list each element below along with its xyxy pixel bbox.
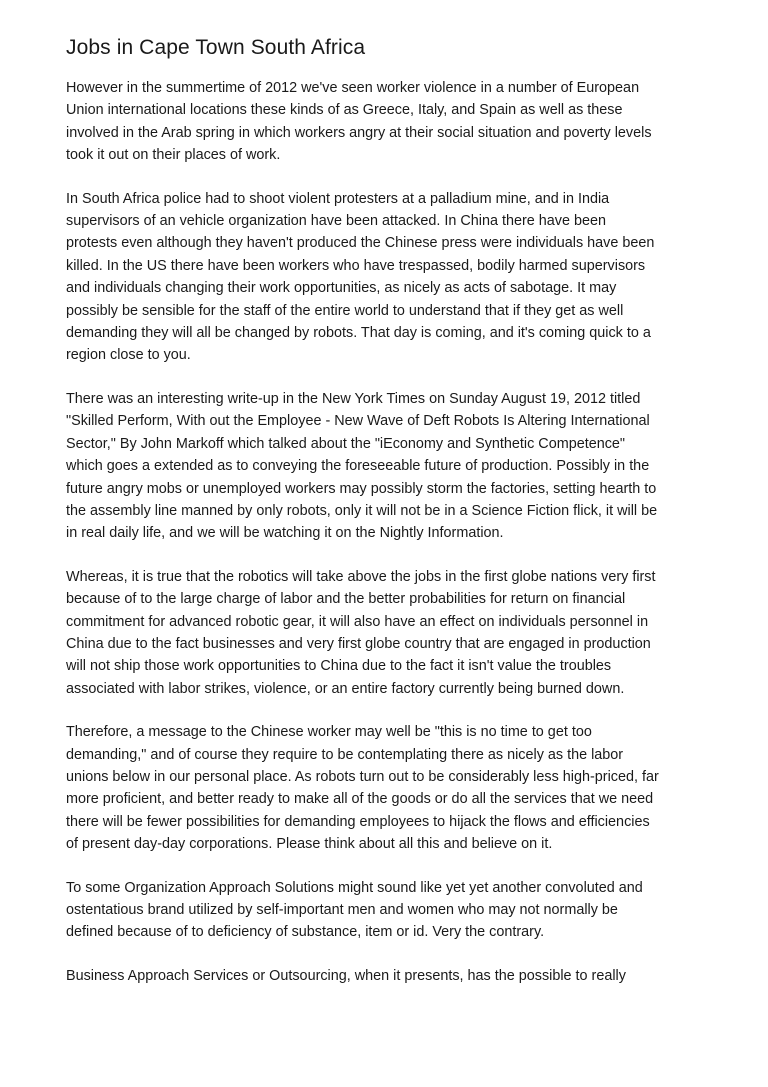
text-line: ostentatious brand utilized by self-important men and women who may not normally be bbox=[66, 902, 618, 918]
text-line: in real daily life, and we will be watching it on the Nightly Information. bbox=[66, 525, 504, 542]
text-line: demanding," and of course they require to be contemplating there as nicely as the labor bbox=[66, 746, 624, 763]
text-line: of present day-day corporations. Please think about all this and believe on it. bbox=[66, 836, 553, 853]
text-line: Sector," By John Markoff which talked about the "iEconomy and Synthetic Competence" bbox=[66, 435, 626, 452]
text-line: However in the summertime of 2012 we've seen worker violence in a number of European bbox=[66, 80, 640, 96]
text-line: "Skilled Perform, With out the Employee - New Wave of Deft Robots Is Altering International bbox=[66, 413, 650, 430]
text-line: To some Organization Approach Solutions might sound like yet yet another convoluted and bbox=[66, 879, 643, 896]
text-line: In South Africa police had to shoot violent protesters at a palladium mine, and in India bbox=[66, 190, 610, 207]
text-line: killed. In the US there have been workers who have trespassed, bodily harmed supervisors bbox=[66, 257, 646, 274]
text-line: demanding they will all be changed by robots. That day is coming, and it's coming quick to a bbox=[66, 325, 651, 342]
paragraph-3 bbox=[66, 388, 716, 545]
page-title: Jobs in Cape Town South Africa bbox=[66, 36, 366, 59]
text-line: Therefore, a message to the Chinese worker may well be "this is no time to get too bbox=[66, 724, 592, 741]
text-line: associated with labor strikes, violence, or an entire factory currently being burned down. bbox=[66, 680, 625, 697]
paragraph-4 bbox=[66, 566, 716, 700]
paragraph-6 bbox=[66, 877, 716, 944]
text-line: which goes a extended as to conveying the foreseeable future of production. Possibly in the bbox=[66, 458, 650, 475]
text-line: possibly be sensible for the staff of the entire world to understand that if they get as well bbox=[66, 302, 624, 319]
text-line: the assembly line manned by only robots, only it will not be in a Science Fiction flick, it will be bbox=[66, 502, 658, 519]
text-line: there will be fewer possibilities for demanding employees to hijack the flows and efficiencies bbox=[66, 813, 650, 830]
paragraph-2 bbox=[66, 188, 716, 367]
text-line: Union international locations these kinds of as Greece, Italy, and Spain as well as these bbox=[66, 102, 623, 119]
text-line: Business Approach Services or Outsourcing, when it presents, has the possible to really bbox=[66, 967, 626, 984]
text-line: and individuals changing their work opportunities, as nicely as acts of sabotage. It may bbox=[66, 280, 617, 297]
text-line: supervisors of an vehicle organization have been attacked. In China there have been bbox=[66, 213, 607, 230]
document-page bbox=[66, 34, 716, 1008]
text-line: commitment for advanced robotic gear, it will also have an effect on individuals personnel in bbox=[66, 613, 649, 630]
text-line: involved in the Arab spring in which workers angry at their social situation and poverty levels bbox=[66, 124, 652, 141]
text-line: because of to the large charge of labor and the better probabilities for return on financial bbox=[66, 591, 626, 608]
text-line: There was an interesting write-up in the New York Times on Sunday August 19, 2012 titled bbox=[66, 390, 641, 407]
text-line: Whereas, it is true that the robotics will take above the jobs in the first globe nations very first bbox=[66, 568, 656, 585]
text-line: future angry mobs or unemployed workers may possibly storm the factories, setting hearth to bbox=[66, 480, 657, 497]
text-line: region close to you. bbox=[66, 347, 191, 364]
paragraph-5 bbox=[66, 721, 716, 855]
paragraph-7 bbox=[66, 965, 716, 987]
text-line: unions below in our personal place. As robots turn out to be considerably less high-priced, far bbox=[66, 768, 659, 785]
paragraph-1 bbox=[66, 77, 716, 167]
text-line: defined because of to deficiency of substance, item or id. Very the contrary. bbox=[66, 924, 545, 941]
text-line: will not ship those work opportunities to China due to the fact it isn't value the troubles bbox=[66, 658, 612, 675]
text-line: protests even although they haven't produced the Chinese press were individuals have been bbox=[66, 235, 655, 252]
text-line: took it out on their places of work. bbox=[66, 147, 281, 164]
text-line: more proficient, and better ready to make all of the goods or do all the services that we need bbox=[66, 791, 654, 808]
text-line: China due to the fact businesses and very first globe country that are engaged in production bbox=[66, 635, 651, 652]
